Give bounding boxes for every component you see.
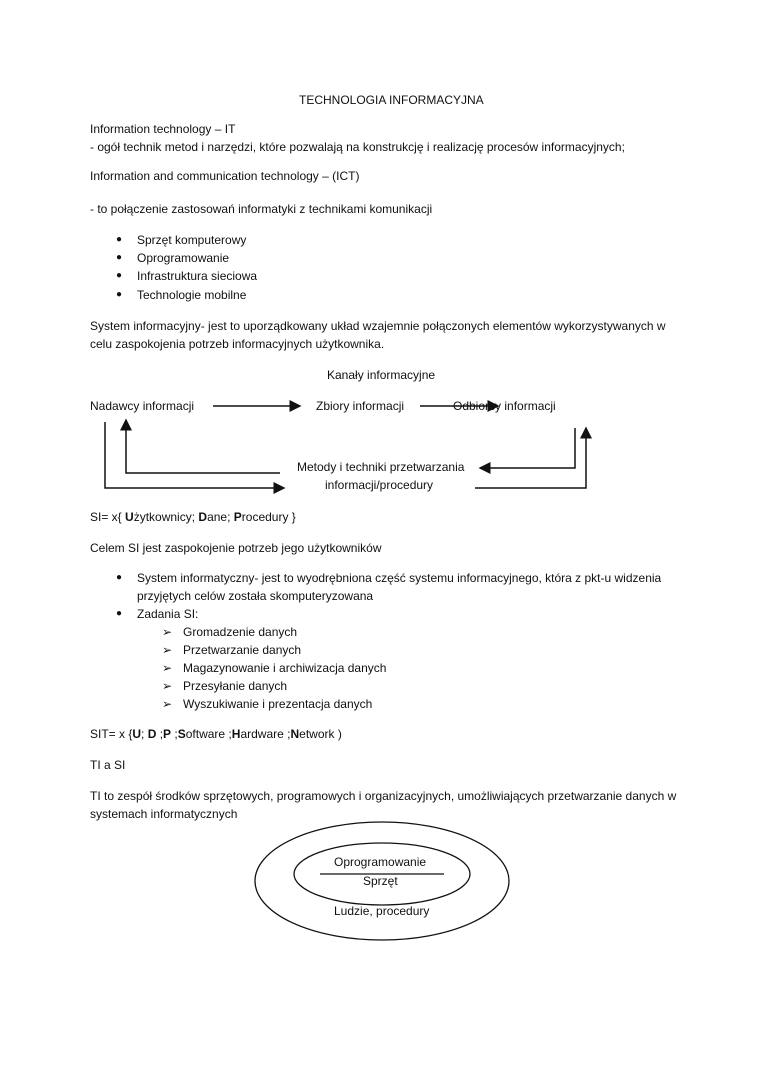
ti-definition-line1: TI to zespół środków sprzętowych, programowych i organizacyjnych, umożliwiających przetwarzanie danych w — [90, 789, 677, 803]
si-definition-line2: celu zaspokojenia potrzeb informacyjnych użytkownika. — [90, 337, 385, 351]
task-item: Przesyłanie danych — [183, 679, 288, 693]
bullet-icon: ● — [116, 234, 123, 245]
list-item: Sprzęt komputerowy — [137, 233, 247, 247]
si-definition-line1: System informacyjny- jest to uporządkowany układ wzajemnie połączonych elementów wykorzystywanych w — [90, 319, 666, 333]
document-title: TECHNOLOGIA INFORMACYJNA — [299, 93, 484, 107]
ellipse-people: Ludzie, procedury — [334, 904, 430, 918]
it-definition: - ogół technik metod i narzędzi, które pozwalają na konstrukcję i realizację procesów informacyjnych; — [90, 140, 625, 154]
ti-si-heading: TI a SI — [90, 758, 126, 772]
ict-definition: - to połączenie zastosowań informatyki z technikami komunikacji — [90, 202, 433, 216]
list-item: Zadania SI: — [137, 607, 199, 621]
diagram-collections: Zbiory informacji — [316, 399, 405, 413]
ict-heading: Information and communication technology – (ICT) — [90, 169, 360, 183]
arrow-bullet-icon: ➢ — [162, 679, 173, 693]
diagram-methods-line1: Metody i techniki przetwarzania — [297, 460, 465, 474]
diagram-senders: Nadawcy informacji — [90, 399, 195, 413]
list-item: System informatyczny- jest to wyodrębniona część systemu informacyjnego, która z pkt-u widzenia — [137, 571, 662, 585]
list-item: Oprogramowanie — [137, 251, 230, 265]
ellipse-software: Oprogramowanie — [334, 855, 427, 869]
bullet-icon: ● — [116, 252, 123, 263]
formula-si: SI= x{ Użytkownicy; Dane; Procedury } — [90, 510, 296, 524]
bullet-icon: ● — [116, 572, 123, 583]
task-item: Przetwarzanie danych — [183, 643, 302, 657]
formula-sit: SIT= x {U; D ;P ;Software ;Hardware ;Network ) — [90, 727, 342, 741]
task-item: Magazynowanie i archiwizacja danych — [183, 661, 387, 675]
bullet-icon: ● — [116, 608, 123, 619]
bullet-icon: ● — [116, 289, 123, 300]
diagram-receivers: Odbiorcy informacji — [453, 399, 556, 413]
task-item: Gromadzenie danych — [183, 625, 298, 639]
list-item: Infrastruktura sieciowa — [137, 269, 258, 283]
ellipse-hardware: Sprzęt — [363, 874, 398, 888]
diagram-methods-line2: informacji/procedury — [325, 478, 434, 492]
si-goal: Celem SI jest zaspokojenie potrzeb jego użytkowników — [90, 541, 382, 555]
list-item-continuation: przyjętych celów została skomputeryzowana — [137, 589, 374, 603]
ti-definition-line2: systemach informatycznych — [90, 807, 238, 821]
arrow-bullet-icon: ➢ — [162, 661, 173, 675]
diagram-channels-label: Kanały informacyjne — [327, 368, 436, 382]
arrow-bullet-icon: ➢ — [162, 625, 173, 639]
task-item: Wyszukiwanie i prezentacja danych — [183, 697, 373, 711]
bullet-icon: ● — [116, 270, 123, 281]
it-heading: Information technology – IT — [90, 122, 236, 136]
arrow-bullet-icon: ➢ — [162, 643, 173, 657]
arrow-bullet-icon: ➢ — [162, 697, 173, 711]
list-item: Technologie mobilne — [137, 288, 247, 302]
